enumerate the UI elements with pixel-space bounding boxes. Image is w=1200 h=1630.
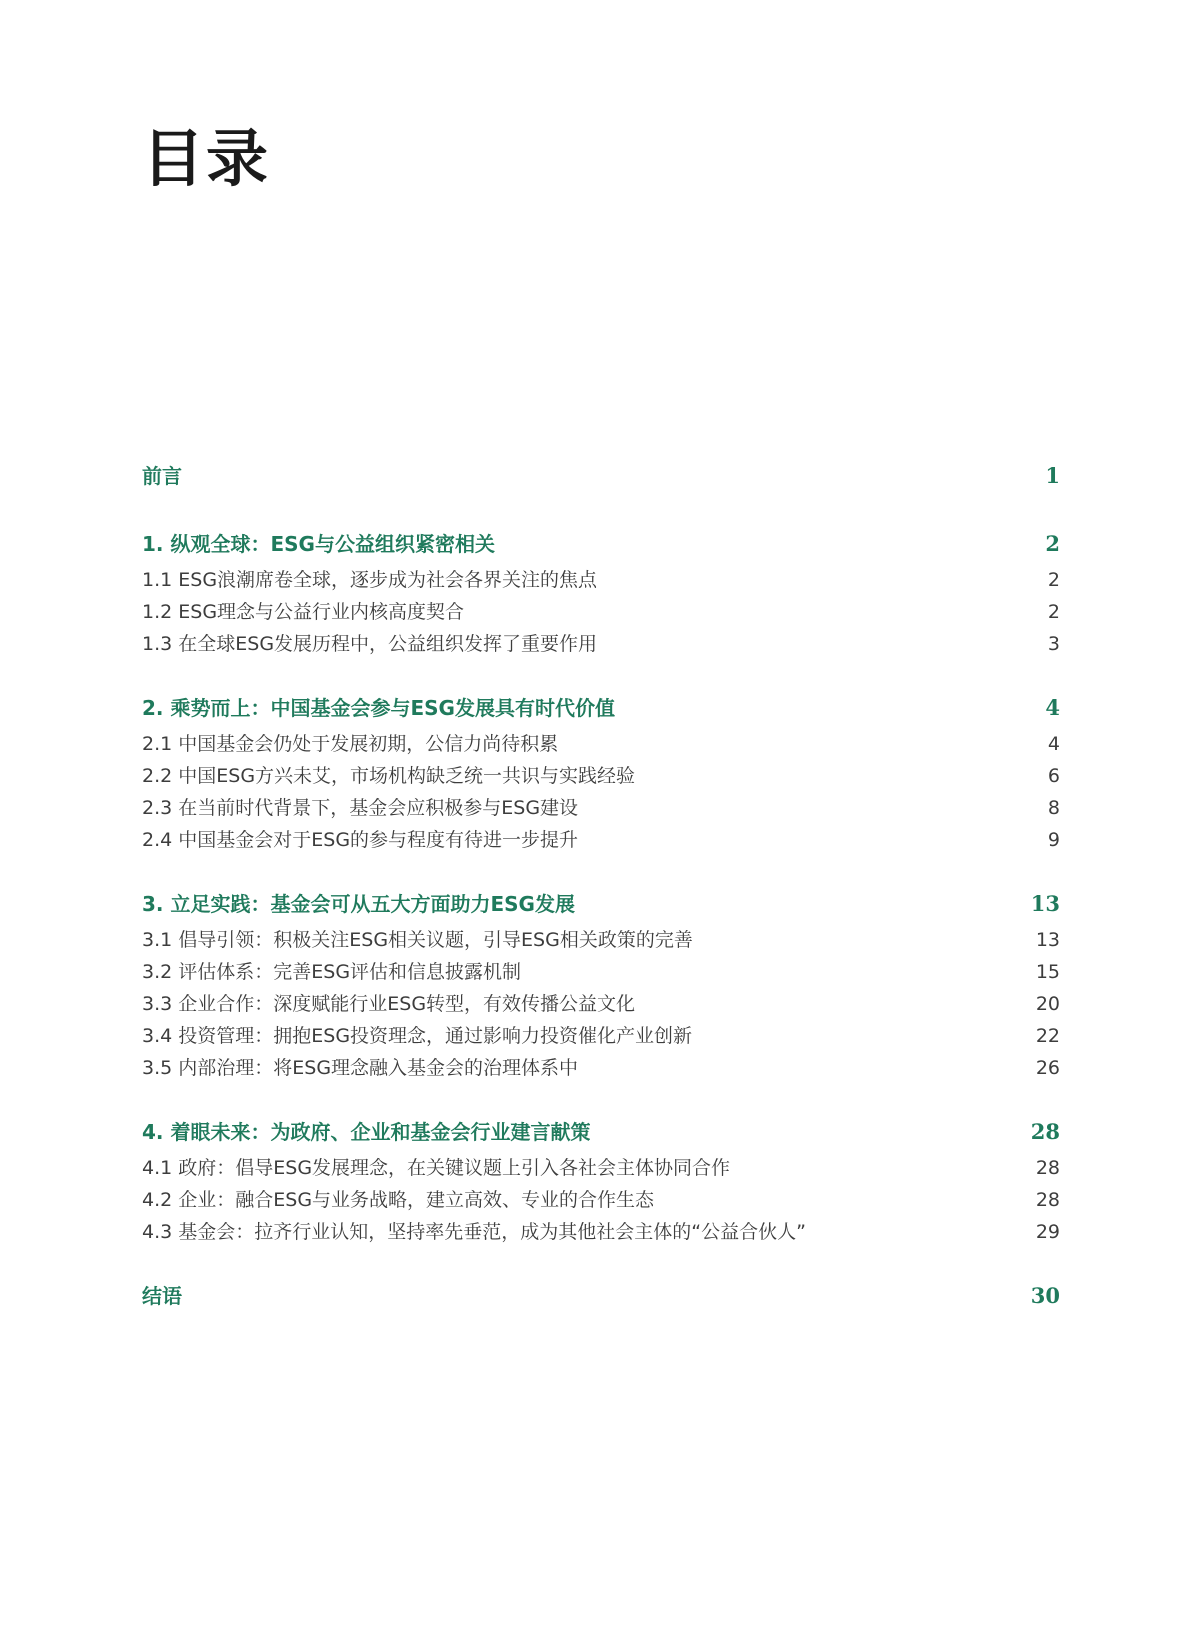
- toc-subsection-page-number: 15: [1035, 961, 1060, 983]
- toc-subsection-page-number: 13: [1035, 929, 1060, 951]
- toc-chapter-label: 前言: [142, 464, 182, 488]
- toc-chapter-label: 3. 立足实践：基金会可从五大方面助力ESG发展: [142, 892, 575, 916]
- toc-subsection-entry[interactable]: [142, 792, 1060, 824]
- toc-subsection-label: 3.3 企业合作：深度赋能行业ESG转型，有效传播公益文化: [142, 993, 636, 1015]
- toc-subsection-label: 3.1 倡导引领：积极关注ESG相关议题，引导ESG相关政策的完善: [142, 929, 693, 951]
- toc-subsection-entry[interactable]: [142, 924, 1060, 956]
- toc-subsection-page-number: 28: [1035, 1189, 1060, 1211]
- toc-section: [142, 884, 1060, 1084]
- toc-chapter-entry[interactable]: [142, 884, 1060, 924]
- toc-subsection-entry[interactable]: [142, 628, 1060, 660]
- toc-subsection-entry[interactable]: [142, 564, 1060, 596]
- toc-section: [142, 1112, 1060, 1248]
- toc-subsection-label: 3.2 评估体系：完善ESG评估和信息披露机制: [142, 961, 522, 983]
- toc-subsection-page-number: 4: [1047, 733, 1060, 755]
- toc-subsection-label: 4.2 企业：融合ESG与业务战略，建立高效、专业的合作生态: [142, 1189, 655, 1211]
- page-title: 目录: [142, 122, 271, 195]
- toc-chapter-page-number: 1: [1045, 463, 1060, 488]
- toc-chapter-label: 1. 纵观全球：ESG与公益组织紧密相关: [142, 532, 495, 556]
- toc-subsection-entry[interactable]: [142, 956, 1060, 988]
- toc-subsection-entry[interactable]: [142, 1152, 1060, 1184]
- toc-section: [142, 688, 1060, 856]
- toc-subsection-page-number: 22: [1035, 1025, 1060, 1047]
- toc-subsection-page-number: 2: [1047, 569, 1060, 591]
- toc-subsection-label: 2.4 中国基金会对于ESG的参与程度有待进一步提升: [142, 829, 579, 851]
- toc-subsection-page-number: 6: [1047, 765, 1060, 787]
- toc-subsection-entry[interactable]: [142, 824, 1060, 856]
- toc-section: [142, 1276, 1060, 1316]
- toc-subsection-label: 2.2 中国ESG方兴未艾，市场机构缺乏统一共识与实践经验: [142, 765, 636, 787]
- toc-subsection-entry[interactable]: [142, 728, 1060, 760]
- toc-subsection-label: 1.3 在全球ESG发展历程中，公益组织发挥了重要作用: [142, 633, 598, 655]
- toc-chapter-page-number: 13: [1030, 891, 1060, 916]
- toc-subsection-page-number: 29: [1035, 1221, 1060, 1243]
- toc-subsection-page-number: 9: [1047, 829, 1060, 851]
- toc-chapter-entry[interactable]: [142, 1112, 1060, 1152]
- toc-subsection-page-number: 8: [1047, 797, 1060, 819]
- toc-chapter-label: 2. 乘势而上：中国基金会参与ESG发展具有时代价值: [142, 696, 615, 720]
- toc-chapter-label: 4. 着眼未来：为政府、企业和基金会行业建言献策: [142, 1120, 591, 1144]
- toc-subsection-page-number: 26: [1035, 1057, 1060, 1079]
- toc-chapter-entry[interactable]: [142, 524, 1060, 564]
- toc-subsection-label: 4.3 基金会：拉齐行业认知，坚持率先垂范，成为其他社会主体的“公益合伙人”: [142, 1221, 806, 1243]
- toc-subsection-entry[interactable]: [142, 1184, 1060, 1216]
- toc-subsection-label: 1.2 ESG理念与公益行业内核高度契合: [142, 601, 465, 623]
- toc-chapter-label: 结语: [142, 1284, 182, 1308]
- toc-subsection-label: 3.5 内部治理：将ESG理念融入基金会的治理体系中: [142, 1057, 579, 1079]
- toc-chapter-page-number: 30: [1030, 1283, 1060, 1308]
- toc-subsection-label: 2.3 在当前时代背景下，基金会应积极参与ESG建设: [142, 797, 579, 819]
- toc-subsection-page-number: 20: [1035, 993, 1060, 1015]
- toc-chapter-entry[interactable]: [142, 688, 1060, 728]
- toc-chapter-page-number: 4: [1045, 695, 1060, 720]
- toc-chapter-entry[interactable]: [142, 456, 1060, 496]
- toc-chapter-page-number: 2: [1045, 531, 1060, 556]
- toc-subsection-entry[interactable]: [142, 596, 1060, 628]
- toc-subsection-entry[interactable]: [142, 1020, 1060, 1052]
- toc-subsection-page-number: 28: [1035, 1157, 1060, 1179]
- toc-subsection-label: 4.1 政府：倡导ESG发展理念，在关键议题上引入各社会主体协同合作: [142, 1157, 731, 1179]
- toc-chapter-entry[interactable]: [142, 1276, 1060, 1316]
- toc-chapter-page-number: 28: [1030, 1119, 1060, 1144]
- toc-section: [142, 524, 1060, 660]
- toc-subsection-page-number: 3: [1047, 633, 1060, 655]
- table-of-contents: [142, 456, 1060, 1344]
- toc-subsection-entry[interactable]: [142, 760, 1060, 792]
- toc-subsection-entry[interactable]: [142, 1052, 1060, 1084]
- toc-section: [142, 456, 1060, 496]
- toc-subsection-label: 2.1 中国基金会仍处于发展初期，公信力尚待积累: [142, 733, 559, 755]
- toc-subsection-entry[interactable]: [142, 988, 1060, 1020]
- toc-subsection-label: 1.1 ESG浪潮席卷全球，逐步成为社会各界关注的焦点: [142, 569, 598, 591]
- toc-subsection-page-number: 2: [1047, 601, 1060, 623]
- toc-subsection-entry[interactable]: [142, 1216, 1060, 1248]
- toc-subsection-label: 3.4 投资管理：拥抱ESG投资理念，通过影响力投资催化产业创新: [142, 1025, 693, 1047]
